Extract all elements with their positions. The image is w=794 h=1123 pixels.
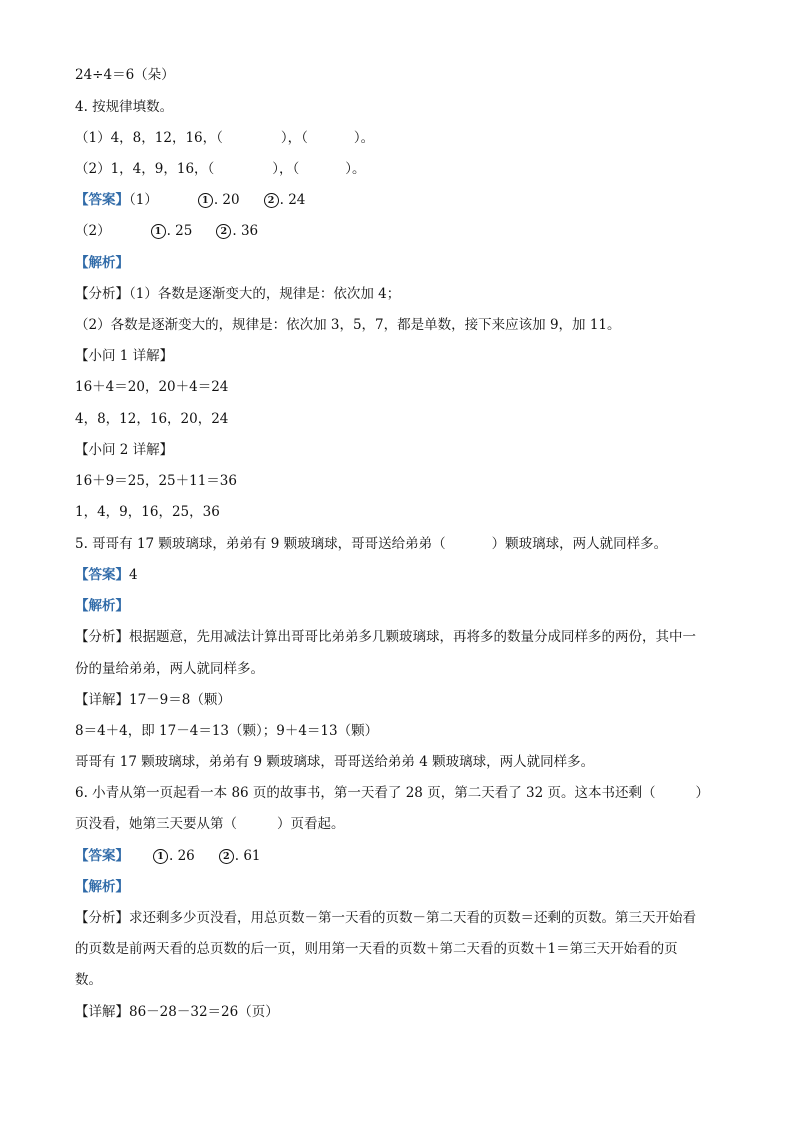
- text: （1）: [129, 192, 158, 208]
- question-6-line-2: [75, 813, 734, 835]
- text: 6. 小青从第一页起看一本 86 页的故事书，第一天看了 28 页，第二天看了 32 页。这本书还剩（: [75, 785, 656, 801]
- text: . 26: [169, 848, 195, 864]
- text: 86－28－32＝26（页）: [129, 1004, 279, 1020]
- analysis-heading: [75, 876, 734, 898]
- sub-question-1-heading: [75, 345, 734, 367]
- fenxi-tag: 【分析】: [75, 910, 129, 926]
- text: . 20: [213, 192, 240, 208]
- detail-6-line-1: [75, 1001, 734, 1023]
- text: . 25: [166, 223, 193, 239]
- sub-question-1-sequence: [75, 408, 734, 430]
- analysis-6-line-2: [75, 938, 734, 960]
- analysis-4-part-2: [75, 314, 734, 336]
- text: . 36: [232, 223, 259, 239]
- sub-question-2-sequence: [75, 501, 734, 523]
- fenxi-tag: 【分析】: [75, 286, 129, 302]
- answer-5: [75, 564, 734, 586]
- answer-4-part-1: [75, 189, 734, 211]
- analysis-tag: 【解析】: [75, 255, 129, 271]
- xiangjie-tag: 【详解】: [75, 692, 129, 708]
- line-calc-flowers: [75, 64, 734, 86]
- answer-4-part-2: [75, 220, 734, 242]
- detail-5-line-2: [75, 720, 734, 742]
- text: . 61: [234, 848, 261, 864]
- answer-tag: 【答案】: [75, 848, 129, 864]
- text: （2）各数是逐渐变大的，规律是：依次加 3，5，7，都是单数，接下来应该加 9，加 11。: [75, 317, 621, 333]
- answer-tag: 【答案】: [75, 567, 129, 583]
- text: 的页数是前两天看的总页数的后一页，则用第一天看的页数＋第二天看的页数＋1＝第三天开始看的页: [75, 941, 678, 957]
- analysis-tag: 【解析】: [75, 598, 129, 614]
- analysis-6-line-1: [75, 907, 734, 929]
- text: 数。: [75, 972, 102, 988]
- detail-5-line-1: [75, 689, 734, 711]
- text: ）页看起。: [277, 816, 345, 832]
- question-5-title: [75, 533, 734, 555]
- fenxi-tag: 【分析】: [75, 629, 129, 645]
- sub-question-2-calc: [75, 470, 734, 492]
- circled-one-icon: 1: [198, 193, 213, 208]
- circled-one-icon: 1: [153, 849, 168, 864]
- text: ）: [695, 785, 709, 801]
- question-4-part-2: [75, 158, 734, 180]
- circled-two-icon: 2: [264, 193, 279, 208]
- text: 17－9＝8（颗）: [129, 692, 231, 708]
- question-4-title: [75, 96, 734, 118]
- text: 5. 哥哥有 17 颗玻璃球，弟弟有 9 颗玻璃球，哥哥送给弟弟（: [75, 536, 446, 552]
- text: 根据题意，先用减法计算出哥哥比弟弟多几颗玻璃球，再将多的数量分成同样多的两份，其中一: [129, 629, 696, 645]
- text: （2）: [75, 223, 111, 239]
- analysis-5-line-2: [75, 658, 734, 680]
- text: 【小问 1 详解】: [75, 348, 174, 364]
- text: 16＋9＝25，25＋11＝36: [75, 473, 237, 489]
- analysis-5-line-1: [75, 626, 734, 648]
- text: ），（: [272, 161, 300, 177]
- text: ），（: [280, 130, 308, 146]
- text: 哥哥有 17 颗玻璃球，弟弟有 9 颗玻璃球，哥哥送给弟弟 4 颗玻璃球，两人就同样多。: [75, 754, 595, 770]
- analysis-heading: [75, 252, 734, 274]
- sub-question-2-heading: [75, 439, 734, 461]
- question-6-line-1: [75, 782, 734, 804]
- text: 24÷4＝6（朵）: [75, 67, 175, 83]
- text: 4，8，12，16，20，24: [75, 411, 229, 427]
- text: ）。: [353, 130, 375, 146]
- analysis-6-line-3: [75, 969, 734, 991]
- analysis-4-part-1: [75, 283, 734, 305]
- xiangjie-tag: 【详解】: [75, 1004, 129, 1020]
- text: ）颗玻璃球，两人就同样多。: [491, 536, 668, 552]
- text: 4: [129, 567, 138, 583]
- text: （2）1，4，9，16，（: [75, 161, 215, 177]
- text: 页没看，她第三天要从第（: [75, 816, 237, 832]
- analysis-tag: 【解析】: [75, 879, 129, 895]
- circled-one-icon: 1: [151, 224, 166, 239]
- analysis-heading: [75, 595, 734, 617]
- text: 1，4，9，16，25，36: [75, 504, 220, 520]
- text: 【小问 2 详解】: [75, 442, 174, 458]
- text: 8＝4＋4，即 17－4＝13（颗）；9＋4＝13（颗）: [75, 723, 379, 739]
- text: 16＋4＝20，20＋4＝24: [75, 379, 229, 395]
- text: ）。: [345, 161, 366, 177]
- answer-6: [75, 845, 734, 867]
- detail-5-line-3: [75, 751, 734, 773]
- text: 份的量给弟弟，两人就同样多。: [75, 661, 264, 677]
- text: （1）各数是逐渐变大的，规律是：依次加 4；: [129, 286, 401, 302]
- sub-question-1-calc: [75, 376, 734, 398]
- text: 4. 按规律填数。: [75, 99, 174, 115]
- circled-two-icon: 2: [216, 224, 231, 239]
- circled-two-icon: 2: [219, 849, 234, 864]
- question-4-part-1: [75, 127, 734, 149]
- text: 求还剩多少页没看，用总页数－第一天看的页数－第二天看的页数＝还剩的页数。第三天开始看: [129, 910, 696, 926]
- text: . 24: [279, 192, 306, 208]
- answer-tag: 【答案】: [75, 192, 129, 208]
- text: （1）4，8，12，16，（: [75, 130, 223, 146]
